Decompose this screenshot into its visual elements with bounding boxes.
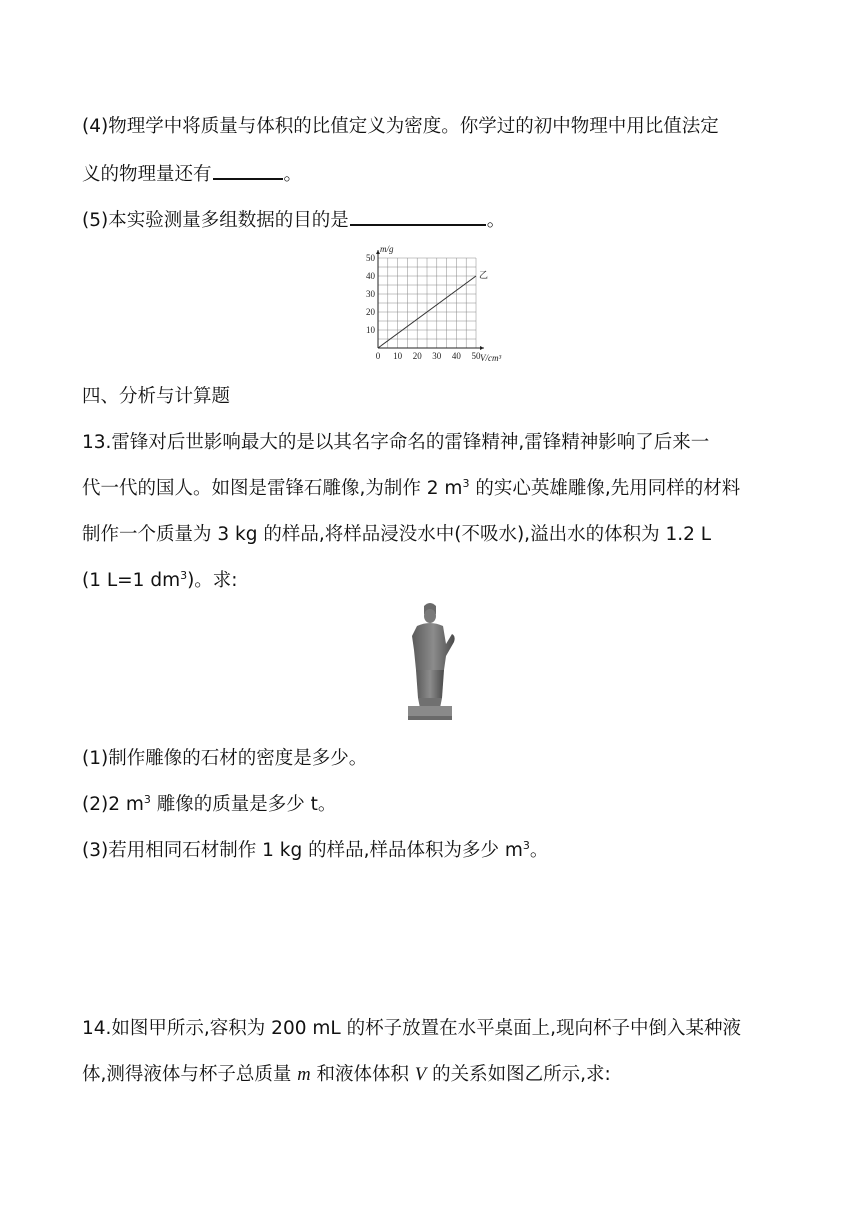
y-tick-label: 40 — [366, 271, 375, 281]
y-tick-label: 50 — [366, 253, 375, 263]
question-14-line1: 14.如图甲所示,容积为 200 mL 的杯子放置在水平桌面上,现向杯子中倒入某种液 — [82, 1018, 741, 1039]
x-tick-label: 10 — [393, 351, 403, 361]
question-4-line1: (4)物理学中将质量与体积的比值定义为密度。你学过的初中物理中用比值法定 — [82, 116, 719, 137]
y-tick-label: 20 — [366, 307, 375, 317]
answer-blank-4[interactable] — [213, 160, 283, 180]
graph-x-axis-label: V/cm³ — [480, 353, 502, 363]
graph-y-ticks — [366, 253, 376, 335]
x-tick-label: 40 — [451, 351, 461, 361]
lei-feng-statue-image — [400, 600, 460, 722]
question-13-sub1: (1)制作雕像的石材的密度是多少。 — [82, 748, 368, 769]
question-13-line2: 代一代的国人。如图是雷锋石雕像,为制作 2 $m^3$ 的实心英雄雕像,先用同样的材料 — [82, 476, 741, 499]
question-13-line3: 制作一个质量为 3 kg 的样品,将样品浸没水中(不吸水),溢出水的体积为 1.2 L — [82, 524, 712, 545]
x-tick-label: 30 — [432, 351, 442, 361]
graph-axes — [376, 250, 484, 350]
x-tick-label: 20 — [412, 351, 422, 361]
graph-x-ticks — [376, 351, 481, 361]
x-tick-label: 0 — [375, 351, 381, 361]
y-tick-label: 10 — [366, 325, 375, 335]
series-label-yi: 乙 — [479, 271, 489, 281]
question-13-sub2: (2)2 $m^3$ 雕像的质量是多少 t。 — [82, 792, 337, 815]
mass-volume-graph — [356, 244, 516, 368]
answer-blank-5[interactable] — [350, 206, 486, 226]
question-14-line2: 体,测得液体与杯子总质量 m 和液体体积 V 的关系如图乙所示,求: — [82, 1064, 611, 1085]
y-tick-label: 30 — [366, 289, 375, 299]
question-13-line4: (1 L=1 $dm^3$)。求: — [82, 568, 238, 591]
question-13-line1: 13.雷锋对后世影响最大的是以其名字命名的雷锋精神,雷锋精神影响了后来一 — [82, 432, 710, 453]
x-tick-label: 50 — [471, 351, 481, 361]
graph-grid — [378, 258, 476, 348]
question-5: (5)本实验测量多组数据的目的是 。 — [82, 206, 505, 234]
graph-y-axis-label: m/g — [380, 244, 394, 254]
question-4-line2: 义的物理量还有 。 — [82, 160, 302, 188]
x-axis-arrow — [480, 346, 484, 350]
section-title: 四、分析与计算题 — [82, 386, 231, 407]
question-13-sub3: (3)若用相同石材制作 1 kg 的样品,样品体积为多少 $m^3$。 — [82, 838, 549, 861]
